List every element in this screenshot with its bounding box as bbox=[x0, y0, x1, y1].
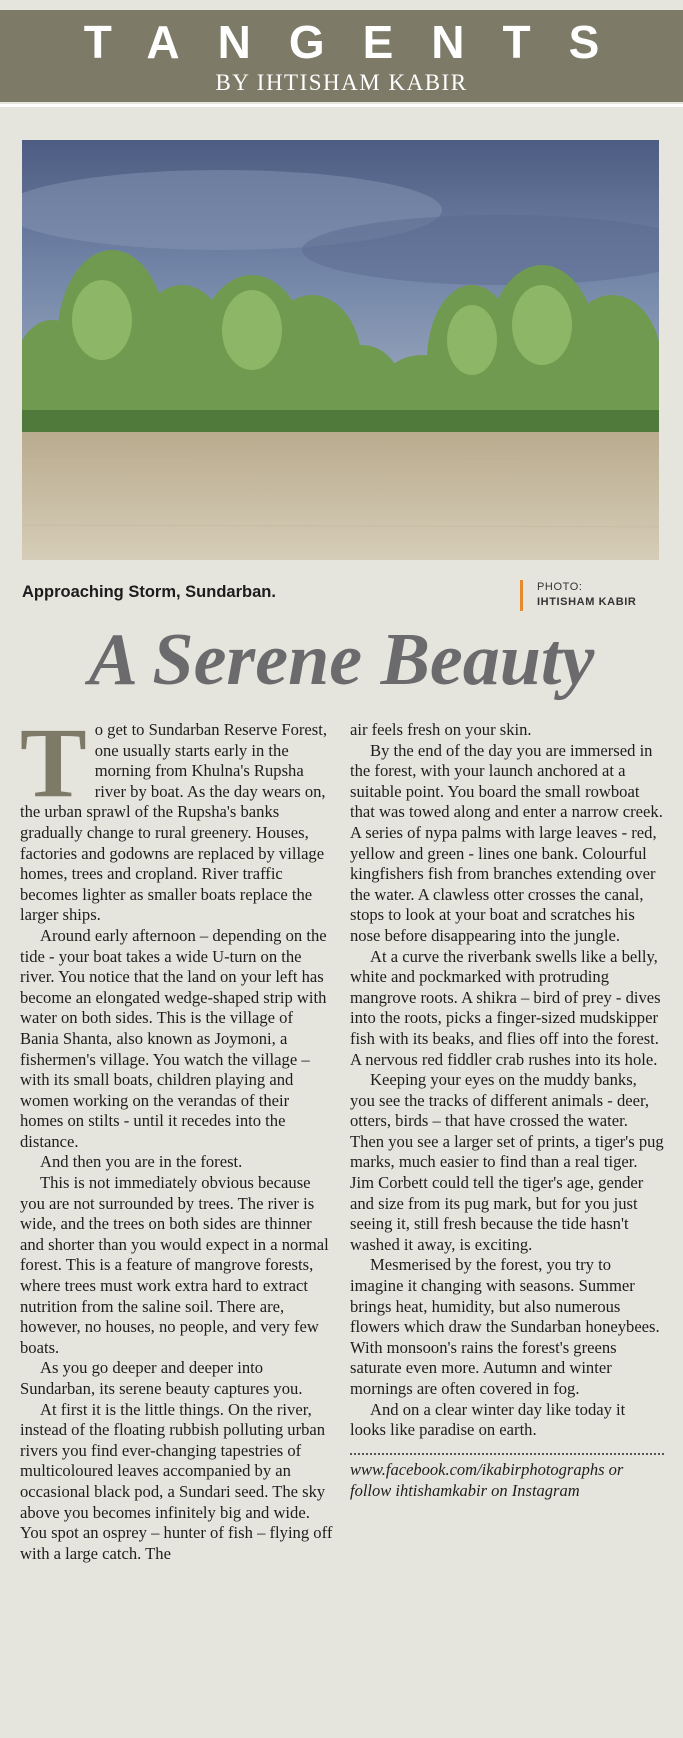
article-photo bbox=[22, 140, 659, 560]
footer-divider bbox=[350, 1453, 664, 1455]
masthead-rule bbox=[0, 104, 683, 107]
credit-label: PHOTO: bbox=[537, 581, 583, 593]
masthead-title: TANGENTS bbox=[83, 16, 638, 68]
sundarban-photo-illustration bbox=[22, 140, 659, 560]
paragraph: Keeping your eyes on the muddy banks, you see the tracks of different animals - deer, otters, birds – that have crossed the water. Then you see a larger set of prints, a tiger's pug marks, much easier to find than a real tiger. Jim Corbett could tell the tiger's age, gender and size from its pug mark, but for you just seeing it, still fresh because the tide hasn't washed it away, is exciting. bbox=[350, 1070, 664, 1254]
paragraph: air feels fresh on your skin. bbox=[350, 720, 532, 739]
credit-name: IHTISHAM KABIR bbox=[537, 596, 637, 608]
masthead bbox=[0, 10, 683, 102]
paragraph: Mesmerised by the forest, you try to imagine it changing with seasons. Summer brings heat, humidity, but also numerous flowers which draw the Sundarban honeybees. With monsoon's rains the forest's greens saturate even more. Autumn and winter mornings are often covered in fog. bbox=[350, 1255, 660, 1398]
paragraph: At a curve the riverbank swells like a belly, white and pockmarked with protruding mangrove roots. A shikra – bird of prey - dives into the roots, picks a finger-sized mudskipper fish with its beaks, and flies off into the forest. A nervous red fiddler crab rushes into its hole. bbox=[350, 946, 661, 1069]
paragraph bbox=[20, 707, 334, 926]
paragraph: And on a clear winter day like today it looks like paradise on earth. bbox=[350, 1399, 626, 1440]
paragraph-text: o get to Sundarban Reserve Forest, one usually starts early in the morning from Khulna's Rupsha river by boat. As the day wears on, the urban sprawl of the Rupsha's banks gradually change to rural greenery. Houses, factories and godowns are replaced by village homes, trees and cropland. River traffic becomes lighter as smaller boats replace the larger ships. bbox=[20, 720, 327, 925]
dropcap: T bbox=[20, 707, 87, 818]
social-footer: www.facebook.com/ikabirphotographs or follow ihtishamkabir on Instagram bbox=[350, 1459, 624, 1500]
credit-accent-bar bbox=[520, 580, 523, 611]
article-headline: A Serene Beauty bbox=[88, 619, 595, 701]
paragraph: As you go deeper and deeper into Sundarban, its serene beauty captures you. bbox=[20, 1358, 303, 1398]
photo-credit bbox=[537, 580, 636, 610]
masthead-byline: BY IHTISHAM KABIR bbox=[215, 70, 468, 95]
article-right-column bbox=[350, 720, 664, 1501]
article-left-column bbox=[20, 707, 334, 1564]
paragraph: This is not immediately obvious because you are not surrounded by trees. The river is wide, and the trees on both sides are thinner and shorter than you would expect in a normal forest. This is a feature of mangrove forests, where trees must work extra hard to extract nutrition from the saline soil. There are, however, no houses, no people, and very few boats. bbox=[20, 1173, 329, 1357]
paragraph: Around early afternoon – depending on the tide - your boat takes a wide U-turn on the river. You notice that the land on your left has become an elongated wedge-shaped strip with water on both sides. This is the village of Bania Shanta, also known as Joymoni, a fishermen's village. You watch the village – with its small boats, children playing and women working on the verandas of their homes on stilts - until it recedes into the distance. bbox=[20, 925, 327, 1151]
photo-caption: Approaching Storm, Sundarban. bbox=[22, 583, 276, 601]
paragraph: At first it is the little things. On the river, instead of the floating rubbish polluting urban rivers you find ever-changing tapestries of multicoloured leaves accompanied by an occasional black pod, a Sundari seed. The sky above you becomes infinitely big and wide. You spot an osprey – hunter of fish – flying off with a large catch. The bbox=[20, 1399, 333, 1563]
paragraph: And then you are in the forest. bbox=[40, 1152, 243, 1172]
paragraph: By the end of the day you are immersed in the forest, with your launch anchored at a suitable point. You board the small rowboat that was towed along and enter a narrow creek. A series of nypa palms with large leaves - red, yellow and green - lines one bank. Colourful kingfishers fish from branches extending over the water. A clawless otter crosses the canal, stops to look at your boat and scratches his nose before disappearing into the jungle. bbox=[350, 740, 663, 945]
